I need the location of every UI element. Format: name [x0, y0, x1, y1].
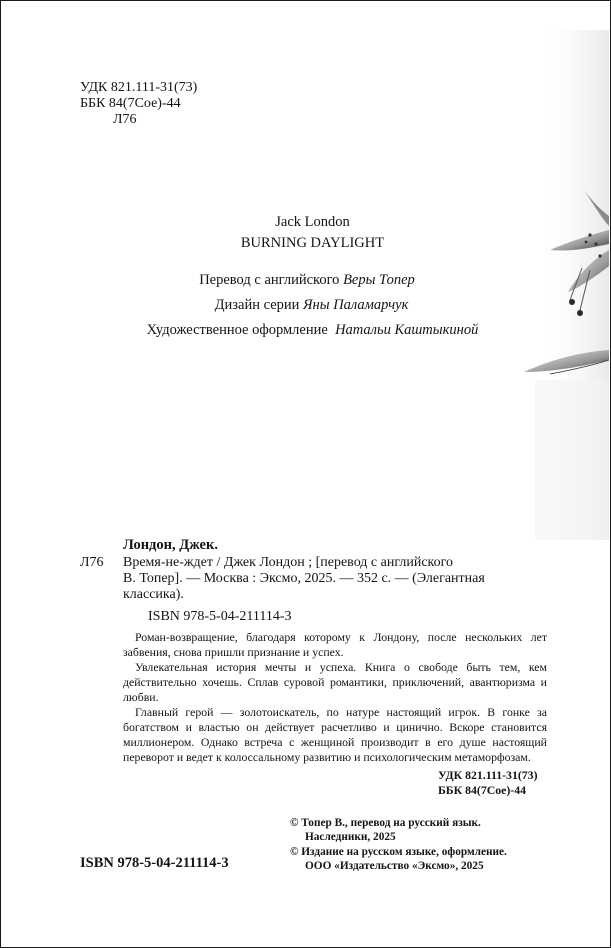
- copyright-line-4: ООО «Издательство «Эксмо», 2025: [305, 860, 484, 872]
- annotation-udk: УДК 821.111-31(73): [438, 768, 538, 782]
- header-udk: УДК 821.111-31(73): [80, 80, 198, 95]
- designer-name: Яны Паламарчук: [303, 297, 409, 313]
- copyright-line-3: © Издание на русском языке, оформление.: [290, 846, 507, 858]
- art-credit: [0, 322, 611, 339]
- artist-name: Натальи Каштыкиной: [335, 322, 479, 338]
- catalog-desc-line-1: Время-не-ждет / Джек Лондон ; [перевод с английского: [123, 555, 454, 570]
- translator-name: Веры Топер: [343, 272, 415, 288]
- annotation-paragraph-3: Главный герой — золотоискатель, по натуре настоящий игрок. В гонке за богатством и властью он действует расчетливо и цинично. Вскоре становится миллионером. Однако встреча с женщиной производит в его душе настоящий переворот и ведет к колоссальному развитию и психологическим метаморфозам.: [123, 705, 547, 764]
- header-bbk: ББК 84(7Сое)-44: [80, 96, 181, 111]
- copyright-line-2: Наследники, 2025: [305, 831, 396, 843]
- catalog-isbn: ISBN 978-5-04-211114-3: [148, 609, 292, 624]
- design-credit: [0, 297, 611, 314]
- annotation-paragraph-1: Роман-возвращение, благодаря которому к Лондону, после нескольких лет забвения, снова пришли признание и успех.: [123, 630, 547, 659]
- catalog-desc-line-2: В. Топер]. — Москва : Эксмо, 2025. — 352 с. — (Элегантная: [123, 571, 485, 586]
- design-prefix: Дизайн серии: [214, 297, 300, 313]
- translation-credit: [0, 272, 611, 289]
- catalog-desc-line-3: классика).: [123, 587, 184, 602]
- annotation-paragraph-2: Увлекательная история мечты и успеха. Книга о свободе быть тем, кем действительно хочешь. Сплав суровой романтики, приключений, авантюризма и любви.: [123, 660, 547, 704]
- catalog-heading: Лондон, Джек.: [123, 537, 218, 553]
- annotation-bbk: ББК 84(7Сое)-44: [438, 783, 527, 797]
- art-prefix: Художественное оформление: [146, 322, 328, 338]
- catalog-author-mark: Л76: [80, 555, 104, 570]
- original-author: Jack London: [275, 214, 350, 230]
- copyright-line-1: © Топер В., перевод на русский язык.: [290, 817, 481, 829]
- translation-prefix: Перевод с английского: [199, 272, 340, 288]
- footer-isbn: ISBN 978-5-04-211114-3: [80, 855, 229, 871]
- header-author-mark: Л76: [113, 112, 137, 127]
- original-title: BURNING DAYLIGHT: [240, 235, 385, 251]
